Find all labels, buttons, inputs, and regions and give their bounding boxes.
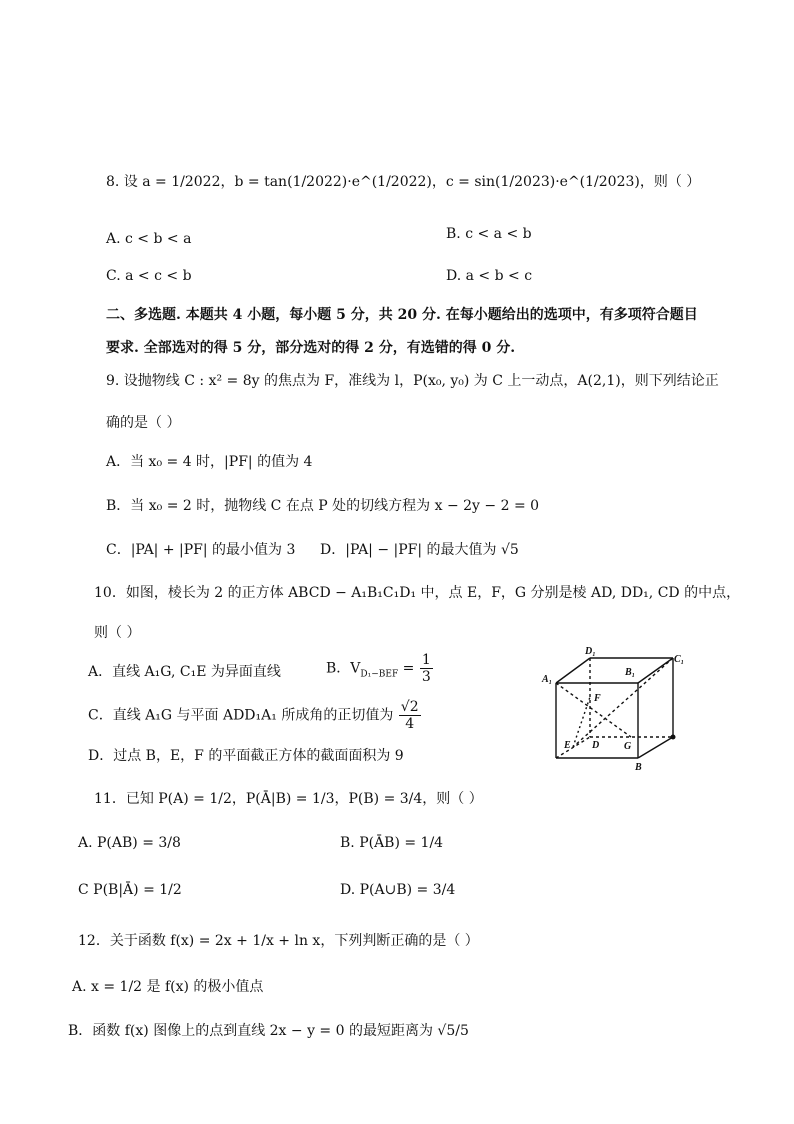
cube-label-a1: A₁ xyxy=(542,674,553,685)
q8-option-d: D. a < b < c xyxy=(446,268,533,284)
q11-option-c: C P(B|Ā) = 1/2 xyxy=(78,882,182,898)
q10-option-a: A．直线 A₁G, C₁E 为异面直线 xyxy=(88,664,281,680)
q8-option-c: C. a < c < b xyxy=(106,268,192,284)
q10-option-c-numerator: √2 xyxy=(400,699,419,715)
q9-option-c: C．|PA| + |PF| 的最小值为 3 xyxy=(106,542,296,558)
q9-option-b: B．当 x₀ = 2 时，抛物线 C 在点 P 处的切线方程为 x − 2y − 2 = 0 xyxy=(106,498,540,514)
q12-option-b: B．函数 f(x) 图像上的点到直线 2x − y = 0 的最短距离为 √5/5 xyxy=(68,1023,469,1039)
q8-stem: 8. 设 a = 1/2022，b = tan(1/2022)·e^(1/2022)，c = sin(1/2023)·e^(1/2023)，则（ ） xyxy=(106,174,701,190)
cube-label-e: E xyxy=(564,740,571,751)
cube-label-f: F xyxy=(594,693,601,704)
cube-label-b1: B₁ xyxy=(625,667,636,678)
q8-option-b: B. c < a < b xyxy=(446,226,532,242)
cube-point-c xyxy=(671,735,676,740)
q9-option-a: A．当 x₀ = 4 时，|PF| 的值为 4 xyxy=(106,454,313,470)
q10-option-b-denominator: 3 xyxy=(421,669,431,685)
section2-line2: 要求. 全部选对的得 5 分，部分选对的得 2 分，有选错的得 0 分. xyxy=(106,340,516,356)
cube-label-c1: C₁ xyxy=(674,654,685,665)
cube-label-d1: D₁ xyxy=(585,646,596,657)
q10-option-b-fraction xyxy=(420,653,433,684)
q10-option-b-subscript: D₁−BEF xyxy=(360,669,399,680)
q11-stem: 11．已知 P(A) = 1/2，P(Ā|B) = 1/3，P(B) = 3/4，则（ ） xyxy=(94,791,483,807)
q10-option-c-fraction xyxy=(399,700,421,731)
q11-option-b: B. P(ĀB) = 1/4 xyxy=(340,835,444,851)
q11-option-a: A. P(AB) = 3/8 xyxy=(78,835,181,851)
q8-option-a: A. c < b < a xyxy=(106,231,192,247)
q10-option-b-equals: = xyxy=(402,660,415,677)
q12-option-a: A. x = 1/2 是 f(x) 的极小值点 xyxy=(72,979,264,995)
q9-stem-line1: 9. 设抛物线 C : x² = 8y 的焦点为 F，准线为 l，P(x₀, y₀) 为 C 上一动点，A(2,1)，则下列结论正 xyxy=(106,373,719,389)
cube-label-g: G xyxy=(624,741,632,752)
q9-option-d: D．|PA| − |PF| 的最大值为 √5 xyxy=(320,542,519,558)
cube-label-b: B xyxy=(635,762,642,770)
q10-option-d: D．过点 B，E，F 的平面截正方体的截面面积为 9 xyxy=(88,748,404,764)
q10-option-c xyxy=(88,700,422,731)
q10-option-b-numerator: 1 xyxy=(421,652,431,668)
cube-figure xyxy=(538,645,688,770)
q10-option-c-denominator: 4 xyxy=(405,716,415,732)
section2-line1: 二、多选题. 本题共 4 小题，每小题 5 分，共 20 分. 在每小题给出的选项中，有多项符合题目 xyxy=(106,307,698,323)
q10-stem-line2: 则（ ） xyxy=(94,625,141,641)
q10-option-c-text: C．直线 A₁G 与平面 ADD₁A₁ 所成角的正切值为 xyxy=(88,707,394,724)
q11-option-d: D. P(A∪B) = 3/4 xyxy=(340,882,456,898)
q10-stem-line1: 10．如图，棱长为 2 的正方体 ABCD − A₁B₁C₁D₁ 中，点 E，F，G 分别是棱 AD, DD₁, CD 的中点， xyxy=(94,585,741,601)
q10-option-b xyxy=(326,653,434,684)
cube-label-d: D xyxy=(592,740,600,751)
q9-stem-line2: 确的是（ ） xyxy=(106,415,181,431)
q10-option-b-label: B．V xyxy=(326,660,361,677)
q12-stem: 12．关于函数 f(x) = 2x + 1/x + ln x，下列判断正确的是（ ） xyxy=(78,933,479,949)
